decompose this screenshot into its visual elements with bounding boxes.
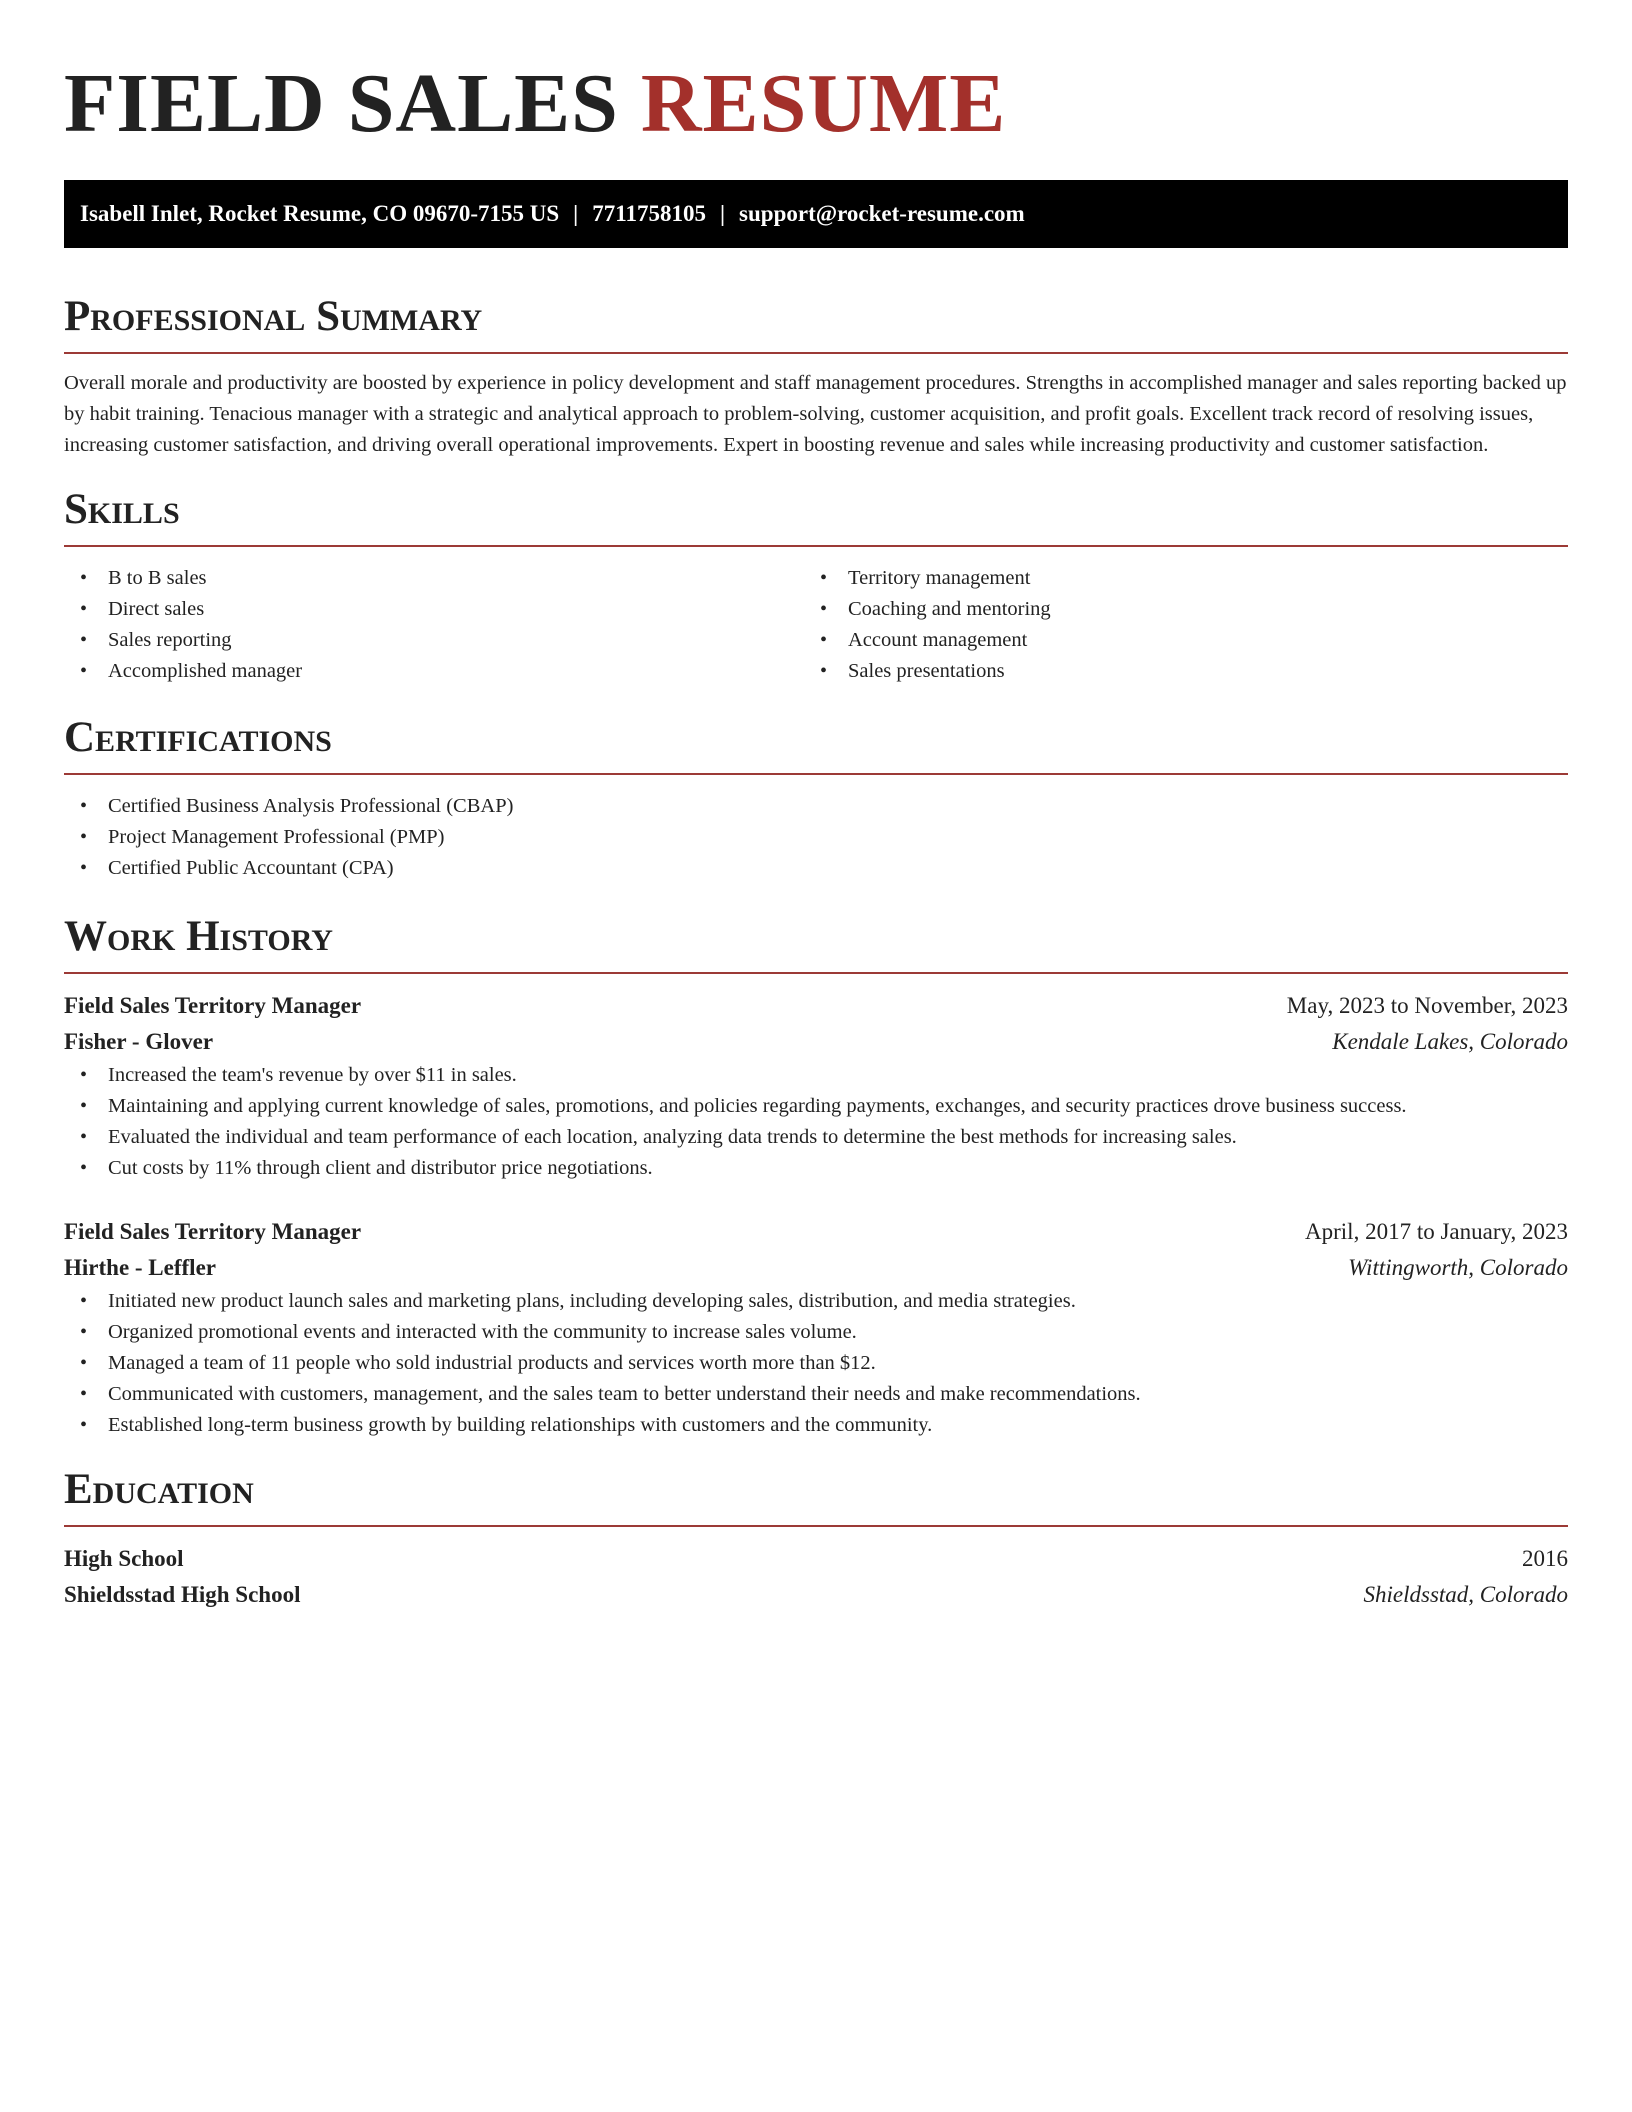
job-bullet: • Organized promotional events and interacted with the community to increase sales volume. [64,1317,1568,1348]
certifications-list [64,791,1568,884]
section-divider [64,1525,1568,1527]
section-heading-summary: Professional Summary [64,293,483,340]
certification-item: • Certified Public Accountant (CPA) [64,853,1568,884]
job-dates: April, 2017 to January, 2023 [1305,1219,1568,1244]
education-entry [64,1541,1568,1613]
contact-phone: 7711758105 [592,201,706,226]
education-school: Shieldsstad High School [64,1582,301,1607]
education-degree: High School [64,1546,184,1571]
job-bullet: • Established long-term business growth by building relationships with customers and the community. [64,1410,1568,1441]
skill-item: • Accomplished manager [64,656,804,687]
skills-section [64,483,1568,687]
job-bullet: • Evaluated the individual and team performance of each location, analyzing data trends to determine the best methods for increasing sales. [64,1122,1568,1153]
resume-title [64,0,1568,152]
skill-item: • Coaching and mentoring [804,594,1544,625]
resume-title-main: FIELD SALES [64,57,619,150]
job-bullet: • Initiated new product launch sales and marketing plans, including developing sales, distribution, and media strategies. [64,1286,1568,1317]
section-heading-education: Education [64,1466,254,1513]
skill-item: • B to B sales [64,563,804,594]
education-location: Shieldsstad, Colorado [1363,1582,1568,1607]
skill-item: • Account management [804,625,1544,656]
education-year: 2016 [1522,1546,1568,1571]
section-heading-certifications: Certifications [64,714,332,761]
education-school-row [64,1577,1568,1613]
section-heading-skills: Skills [64,486,180,533]
resume-title-accent: RESUME [640,57,1007,150]
skill-item: • Territory management [804,563,1544,594]
contact-email: support@rocket-resume.com [739,201,1025,226]
education-header-row [64,1541,1568,1577]
skill-item: • Direct sales [64,594,804,625]
job-company: Hirthe - Leffler [64,1255,216,1280]
job-entry [64,1214,1568,1441]
job-company-row [64,1250,1568,1286]
job-entry [64,988,1568,1184]
contact-separator: | [719,201,726,226]
job-location: Wittingworth, Colorado [1348,1255,1568,1280]
skill-item: • Sales presentations [804,656,1544,687]
section-divider [64,352,1568,354]
section-heading-work-history: Work History [64,913,333,960]
job-bullet: • Maintaining and applying current knowledge of sales, promotions, and policies regarding payments, exchanges, and security practices drove business success. [64,1091,1568,1122]
contact-bar [64,180,1568,248]
job-location: Kendale Lakes, Colorado [1332,1029,1568,1054]
job-bullet: • Communicated with customers, management, and the sales team to better understand their needs and make recommendations. [64,1379,1568,1410]
summary-text: Overall morale and productivity are boosted by experience in policy development and staff management procedures. Strengths in accomplished manager and sales reporting backed up by habit training. Tenacious manager with a strategic and analytical approach to problem-solving, customer acquisition, and profit goals. Excellent track record of resolving issues, increasing customer satisfaction, and driving overall operational improvements. Expert in boosting revenue and sales while increasing productivity and customer satisfaction. [64,372,1567,456]
job-bullet: • Managed a team of 11 people who sold industrial products and services worth more than $12. [64,1348,1568,1379]
summary-section [64,290,1568,461]
skills-grid [64,563,1568,687]
job-company: Fisher - Glover [64,1029,214,1054]
certifications-section [64,711,1568,884]
certification-item: • Certified Business Analysis Professional (CBAP) [64,791,1568,822]
job-bullet: • Cut costs by 11% through client and distributor price negotiations. [64,1153,1568,1184]
job-bullet-list [64,1286,1568,1441]
contact-separator: | [573,201,579,226]
job-header-row [64,1214,1568,1250]
job-bullet-list [64,1060,1568,1184]
job-header-row [64,988,1568,1024]
job-bullet: • Increased the team's revenue by over $11 in sales. [64,1060,1568,1091]
certification-item: • Project Management Professional (PMP) [64,822,1568,853]
job-dates: May, 2023 to November, 2023 [1286,993,1568,1018]
job-company-row [64,1024,1568,1060]
education-section [64,1463,1568,1613]
skills-list-right [804,563,1544,687]
section-divider [64,972,1568,974]
skills-list-left [64,563,804,687]
skill-item: • Sales reporting [64,625,804,656]
work-history-section [64,910,1568,1441]
section-divider [64,773,1568,775]
job-title: Field Sales Territory Manager [64,1219,362,1244]
section-divider [64,545,1568,547]
contact-address: Isabell Inlet, Rocket Resume, CO 09670-7155 US [80,201,560,226]
job-title: Field Sales Territory Manager [64,993,362,1018]
